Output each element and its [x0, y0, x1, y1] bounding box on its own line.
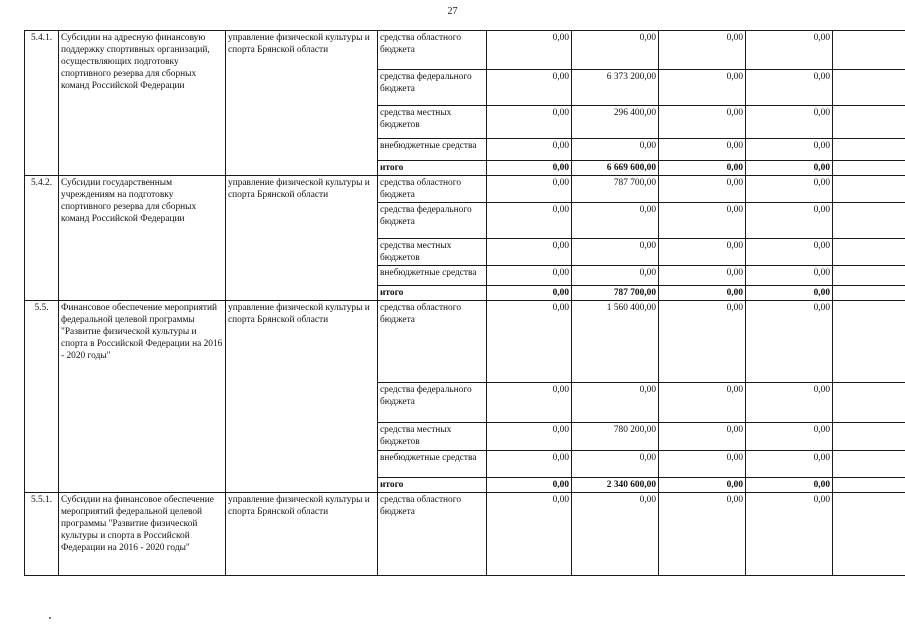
value-cell: 0,00 [659, 493, 746, 576]
blank-cell [833, 286, 905, 301]
total-value: 0,00 [487, 478, 572, 493]
funding-source: средства областного бюджета [378, 176, 487, 203]
funding-source: внебюджетные средства [378, 266, 487, 286]
total-value: 0,00 [746, 478, 833, 493]
funding-source: средства федерального бюджета [378, 383, 487, 423]
value-cell: 0,00 [487, 176, 572, 203]
total-label: итого [378, 478, 487, 493]
value-cell: 0,00 [572, 31, 659, 70]
table-row [25, 493, 905, 576]
value-cell: 0,00 [487, 239, 572, 266]
funding-source: средства федерального бюджета [378, 203, 487, 239]
blank-cell [833, 176, 905, 203]
row-code: 5.4.2. [25, 176, 59, 301]
value-cell: 0,00 [746, 383, 833, 423]
blank-cell [833, 70, 905, 106]
blank-cell [833, 31, 905, 70]
value-cell: 0,00 [487, 139, 572, 161]
value-cell: 0,00 [572, 493, 659, 576]
blank-cell [833, 301, 905, 383]
row-executor: управление физической культуры и спорта Брянской области [226, 493, 378, 576]
funding-source: средства областного бюджета [378, 31, 487, 70]
total-value: 0,00 [487, 286, 572, 301]
value-cell: 0,00 [487, 493, 572, 576]
value-cell: 0,00 [746, 493, 833, 576]
row-executor: управление физической культуры и спорта Брянской области [226, 176, 378, 301]
value-cell: 0,00 [746, 239, 833, 266]
budget-table [24, 30, 905, 576]
value-cell: 0,00 [659, 203, 746, 239]
funding-source: средства местных бюджетов [378, 423, 487, 451]
total-value: 0,00 [746, 161, 833, 176]
value-cell: 0,00 [487, 106, 572, 139]
value-cell: 0,00 [746, 106, 833, 139]
total-value: 0,00 [746, 286, 833, 301]
row-code: 5.5.1. [25, 493, 59, 576]
funding-source: средства областного бюджета [378, 301, 487, 383]
value-cell: 0,00 [487, 31, 572, 70]
value-cell: 0,00 [746, 301, 833, 383]
value-cell: 0,00 [487, 266, 572, 286]
blank-cell [833, 203, 905, 239]
table-row [25, 301, 905, 383]
value-cell: 0,00 [746, 423, 833, 451]
scan-speck [49, 617, 51, 619]
value-cell: 0,00 [487, 451, 572, 478]
blank-cell [833, 493, 905, 576]
value-cell: 0,00 [659, 176, 746, 203]
total-label: итого [378, 286, 487, 301]
value-cell: 0,00 [659, 451, 746, 478]
value-cell: 0,00 [746, 31, 833, 70]
value-cell: 0,00 [487, 423, 572, 451]
value-cell: 0,00 [746, 451, 833, 478]
value-cell: 0,00 [659, 239, 746, 266]
value-cell: 0,00 [746, 176, 833, 203]
row-name: Субсидии на финансовое обеспечение мероприятий федеральной целевой программы "Развитие физической культуры и спорта в Российской Федерации на 2016 - 2020 годы" [59, 493, 226, 576]
table-row [25, 31, 905, 70]
value-cell: 0,00 [746, 266, 833, 286]
row-executor: управление физической культуры и спорта Брянской области [226, 31, 378, 176]
value-cell: 0,00 [746, 70, 833, 106]
value-cell: 0,00 [659, 301, 746, 383]
value-cell: 0,00 [487, 301, 572, 383]
value-cell: 0,00 [572, 383, 659, 423]
funding-source: средства местных бюджетов [378, 106, 487, 139]
funding-source: внебюджетные средства [378, 139, 487, 161]
value-cell: 0,00 [572, 139, 659, 161]
value-cell: 0,00 [572, 451, 659, 478]
value-cell: 0,00 [659, 31, 746, 70]
total-value: 2 340 600,00 [572, 478, 659, 493]
page-number: 27 [447, 6, 458, 17]
value-cell: 787 700,00 [572, 176, 659, 203]
total-value: 0,00 [659, 478, 746, 493]
table-row [25, 176, 905, 203]
value-cell: 0,00 [659, 266, 746, 286]
blank-cell [833, 451, 905, 478]
value-cell: 0,00 [487, 383, 572, 423]
value-cell: 0,00 [746, 203, 833, 239]
row-name: Субсидии на адресную финансовую поддержку спортивных организаций, осуществляющих подготовку спортивного резерва для сборных команд Российской Федерации [59, 31, 226, 176]
funding-source: средства местных бюджетов [378, 239, 487, 266]
blank-cell [833, 139, 905, 161]
blank-cell [833, 478, 905, 493]
blank-cell [833, 239, 905, 266]
blank-cell [833, 106, 905, 139]
value-cell: 6 373 200,00 [572, 70, 659, 106]
funding-source: средства федерального бюджета [378, 70, 487, 106]
total-value: 787 700,00 [572, 286, 659, 301]
value-cell: 1 560 400,00 [572, 301, 659, 383]
total-value: 0,00 [487, 161, 572, 176]
value-cell: 0,00 [659, 106, 746, 139]
total-value: 6 669 600,00 [572, 161, 659, 176]
row-name: Финансовое обеспечение мероприятий федеральной целевой программы "Развитие физической культуры и спорта в Российской Федерации на 2016 - 2020 годы" [59, 301, 226, 493]
blank-cell [833, 266, 905, 286]
blank-cell [833, 161, 905, 176]
value-cell: 0,00 [572, 239, 659, 266]
value-cell: 0,00 [659, 139, 746, 161]
value-cell: 0,00 [572, 203, 659, 239]
value-cell: 0,00 [659, 383, 746, 423]
value-cell: 296 400,00 [572, 106, 659, 139]
total-value: 0,00 [659, 286, 746, 301]
row-name: Субсидии государственным учреждениям на подготовку спортивного резерва для сборных команд Российской Федерации [59, 176, 226, 301]
blank-cell [833, 423, 905, 451]
total-value: 0,00 [659, 161, 746, 176]
value-cell: 0,00 [659, 70, 746, 106]
value-cell: 0,00 [572, 266, 659, 286]
value-cell: 780 200,00 [572, 423, 659, 451]
value-cell: 0,00 [487, 203, 572, 239]
funding-source: средства областного бюджета [378, 493, 487, 576]
funding-source: внебюджетные средства [378, 451, 487, 478]
row-executor: управление физической культуры и спорта Брянской области [226, 301, 378, 493]
value-cell: 0,00 [487, 70, 572, 106]
total-label: итого [378, 161, 487, 176]
row-code: 5.4.1. [25, 31, 59, 176]
row-code: 5.5. [25, 301, 59, 493]
value-cell: 0,00 [659, 423, 746, 451]
value-cell: 0,00 [746, 139, 833, 161]
blank-cell [833, 383, 905, 423]
